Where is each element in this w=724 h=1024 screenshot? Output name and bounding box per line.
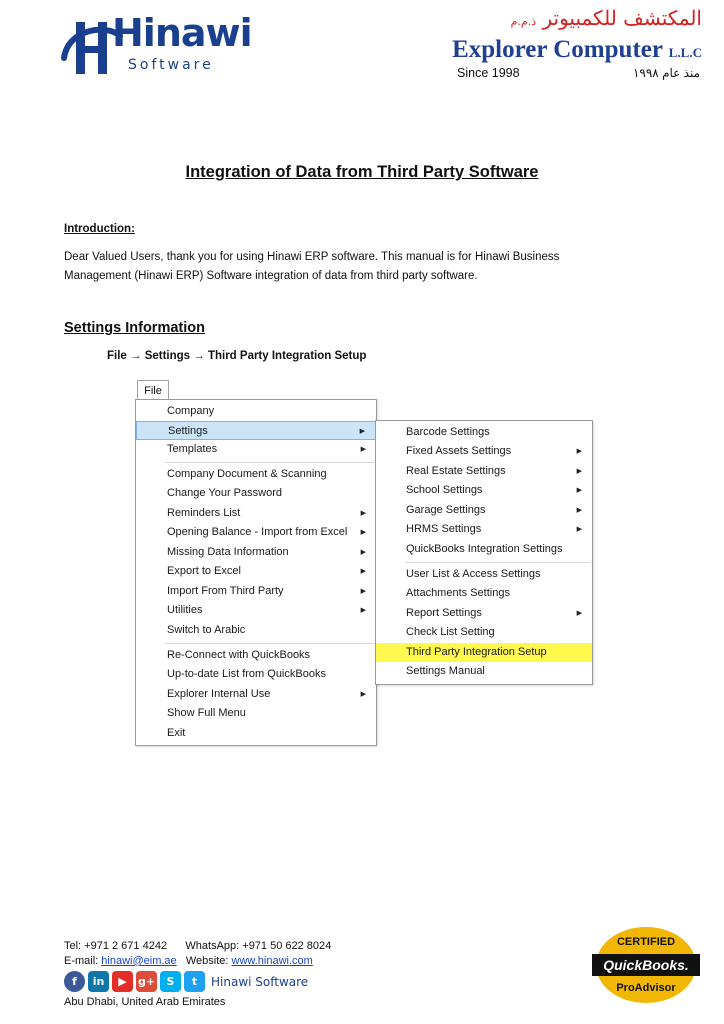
footer-website-link[interactable]: www.hinawi.com: [231, 955, 313, 967]
menu-item-label: HRMS Settings: [406, 523, 482, 535]
submenu-arrow-icon: ▶: [359, 428, 365, 435]
menu-item-label: Utilities: [167, 604, 203, 616]
submenu-item-settings-manual[interactable]: [376, 662, 592, 681]
youtube-icon[interactable]: ▶: [112, 971, 133, 992]
menu-item-exit[interactable]: [136, 724, 376, 743]
brand-arabic-name: المكتشف للكمبيوتر: [542, 6, 702, 30]
menu-item-label: Barcode Settings: [406, 426, 490, 438]
submenu-item-fixed-assets[interactable]: [376, 442, 592, 461]
submenu-item-third-party-integration[interactable]: [376, 643, 592, 662]
menu-item-label: Report Settings: [406, 607, 482, 619]
brand-english-suffix: L.L.C: [668, 45, 702, 60]
menu-item-label: Up-to-date List from QuickBooks: [167, 668, 326, 680]
menu-separator: [165, 462, 374, 463]
menu-item-label: Show Full Menu: [167, 707, 246, 719]
submenu-item-real-estate[interactable]: [376, 462, 592, 481]
menu-item-label: Real Estate Settings: [406, 465, 506, 477]
facebook-icon[interactable]: f: [64, 971, 85, 992]
since-year: Since 1998: [457, 66, 520, 80]
menu-item-import-third-party[interactable]: [136, 582, 376, 601]
submenu-item-report-settings[interactable]: [376, 604, 592, 623]
submenu-item-check-list[interactable]: [376, 623, 592, 642]
menu-item-label: Opening Balance - Import from Excel: [167, 526, 348, 538]
submenu-arrow-icon: ▶: [576, 507, 582, 514]
menu-item-utilities[interactable]: [136, 601, 376, 620]
submenu-item-barcode[interactable]: [376, 423, 592, 442]
menu-item-label: Import From Third Party: [167, 585, 284, 597]
menu-item-label: Fixed Assets Settings: [406, 445, 512, 457]
document-title: Integration of Data from Third Party Software: [185, 163, 539, 181]
menu-item-label: Change Your Password: [167, 487, 282, 499]
menu-item-label: User List & Access Settings: [406, 568, 541, 580]
intro-heading: Introduction:: [64, 223, 135, 235]
submenu-arrow-icon: ▶: [576, 487, 582, 494]
badge-top-text: CERTIFIED: [616, 936, 676, 948]
menu-separator: [405, 562, 590, 563]
brand-arabic-suffix: ذ.م.م: [510, 15, 537, 28]
menu-item-label: Exit: [167, 727, 186, 739]
menu-item-label: Company: [167, 405, 215, 417]
submenu-arrow-icon: ▶: [576, 448, 582, 455]
menu-item-label: Third Party Integration Setup: [406, 646, 547, 658]
menu-item-company[interactable]: [136, 402, 376, 421]
badge-mid-text: QuickBooks.: [603, 957, 689, 973]
submenu-item-attachments[interactable]: [376, 584, 592, 603]
linkedin-icon[interactable]: in: [88, 971, 109, 992]
footer-whatsapp: WhatsApp: +971 50 622 8024: [185, 940, 332, 952]
menu-item-label: Re-Connect with QuickBooks: [167, 649, 311, 661]
menu-item-label: Reminders List: [167, 507, 241, 519]
menu-item-label: Export to Excel: [167, 565, 241, 577]
file-menu: [135, 399, 377, 746]
footer-address: Abu Dhabi, United Arab Emirates: [64, 996, 226, 1008]
intro-body: Dear Valued Users, thank you for using Hinawi ERP software. This manual is for Hinawi Business Management (Hinawi ERP) Software integration of data from third party software.: [64, 251, 560, 282]
footer-email-label: E-mail:: [64, 955, 99, 967]
menu-item-label: Settings Manual: [406, 665, 485, 677]
menu-item-missing-data[interactable]: [136, 543, 376, 562]
footer-tel: Tel: +971 2 671 4242: [64, 940, 168, 952]
submenu-arrow-icon: ▶: [360, 510, 366, 517]
menu-item-label: Check List Setting: [406, 626, 495, 638]
logo-name: Hinawi: [112, 11, 252, 55]
menu-item-opening-balance[interactable]: [136, 523, 376, 542]
menu-item-label: Templates: [167, 443, 218, 455]
since-year-arabic: منذ عام ١٩٩٨: [632, 66, 700, 80]
menu-item-company-document[interactable]: [136, 465, 376, 484]
submenu-arrow-icon: ▶: [360, 568, 366, 575]
submenu-arrow-icon: ▶: [360, 529, 366, 536]
menu-path: File → Settings → Third Party Integration Setup: [107, 350, 367, 362]
footer-contacts: [64, 955, 313, 967]
footer-phones: [64, 940, 331, 952]
menu-item-update-list-quickbooks[interactable]: [136, 665, 376, 684]
settings-submenu: [375, 420, 593, 685]
submenu-item-user-list[interactable]: [376, 565, 592, 584]
brand-english: [452, 36, 702, 64]
menu-item-label: Settings: [168, 425, 208, 437]
submenu-item-quickbooks-integration[interactable]: [376, 540, 592, 559]
settings-heading: Settings Information: [64, 320, 205, 336]
menu-item-settings[interactable]: [136, 421, 376, 440]
menu-item-label: Missing Data Information: [167, 546, 289, 558]
twitter-icon[interactable]: t: [184, 971, 205, 992]
menu-item-label: Company Document & Scanning: [167, 468, 327, 480]
submenu-arrow-icon: ▶: [576, 610, 582, 617]
footer-email-link[interactable]: hinawi@eim.ae: [101, 955, 177, 967]
submenu-item-garage[interactable]: [376, 501, 592, 520]
menu-item-show-full-menu[interactable]: [136, 704, 376, 723]
submenu-arrow-icon: ▶: [576, 526, 582, 533]
submenu-arrow-icon: ▶: [360, 446, 366, 453]
social-links: [64, 971, 308, 992]
google-plus-icon[interactable]: g+: [136, 971, 157, 992]
submenu-arrow-icon: ▶: [360, 588, 366, 595]
menu-item-label: Explorer Internal Use: [167, 688, 271, 700]
badge-bottom-text: ProAdvisor: [616, 982, 676, 994]
menu-item-label: Switch to Arabic: [167, 624, 246, 636]
menu-item-reconnect-quickbooks[interactable]: [136, 646, 376, 665]
menu-item-switch-arabic[interactable]: [136, 621, 376, 640]
submenu-item-hrms[interactable]: [376, 520, 592, 539]
logo-subtitle: Software: [128, 57, 214, 73]
menu-item-label: School Settings: [406, 484, 483, 496]
menu-item-templates[interactable]: [136, 440, 376, 459]
submenu-arrow-icon: ▶: [360, 549, 366, 556]
submenu-arrow-icon: ▶: [576, 468, 582, 475]
footer-website-label: Website:: [185, 955, 229, 967]
menu-item-reminders[interactable]: [136, 504, 376, 523]
menu-item-label: QuickBooks Integration Settings: [406, 543, 563, 555]
social-account-name: Hinawi Software: [211, 974, 309, 989]
menu-separator: [165, 643, 374, 644]
submenu-item-school[interactable]: [376, 481, 592, 500]
submenu-arrow-icon: ▶: [360, 607, 366, 614]
brand-english-name: Explorer Computer: [452, 36, 663, 63]
file-menu-tab[interactable]: File: [137, 380, 169, 401]
submenu-arrow-icon: ▶: [360, 691, 366, 698]
skype-icon[interactable]: S: [160, 971, 181, 992]
menu-item-change-password[interactable]: [136, 484, 376, 503]
menu-item-export-excel[interactable]: [136, 562, 376, 581]
menu-item-label: Attachments Settings: [406, 587, 510, 599]
brand-arabic: [511, 6, 702, 30]
menu-item-explorer-internal[interactable]: [136, 685, 376, 704]
quickbooks-proadvisor-badge-icon: [590, 925, 700, 1005]
menu-item-label: Garage Settings: [406, 504, 486, 516]
